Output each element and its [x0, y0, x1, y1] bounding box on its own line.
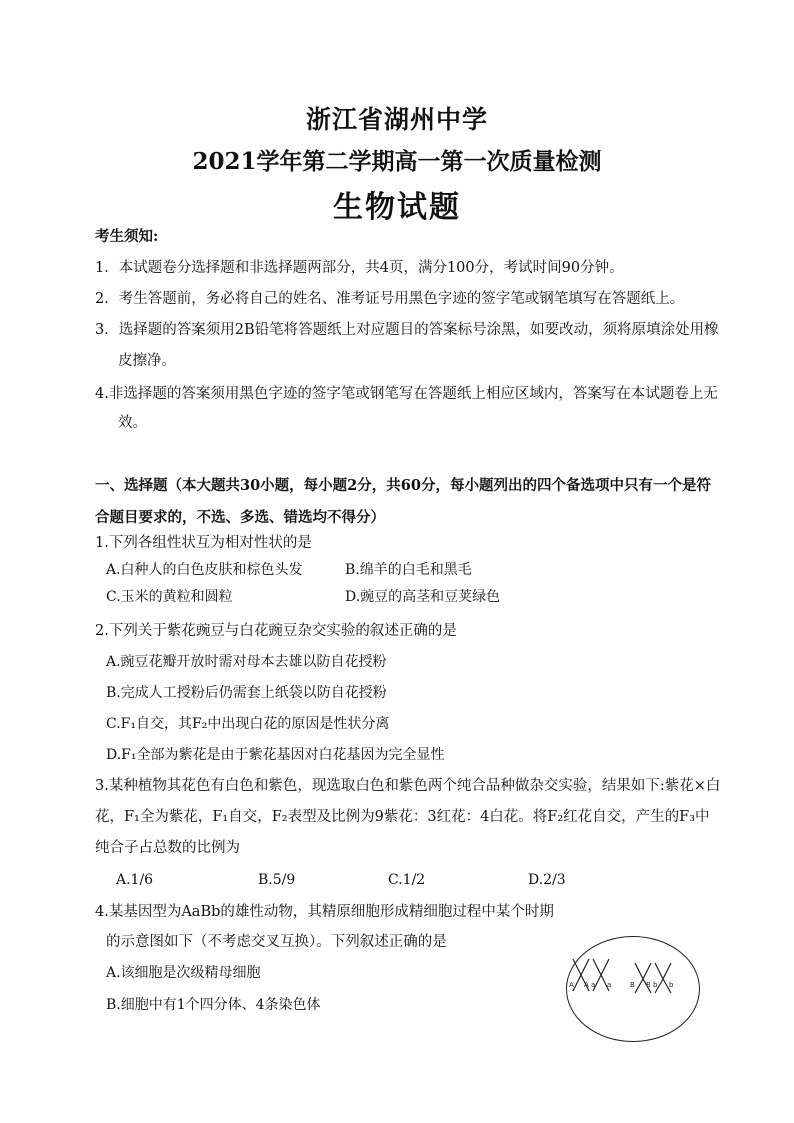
- allele-label-1: A: [569, 981, 574, 989]
- notice-item-3: 3．选择题的答案须用2B铅笔将答题纸上对应题目的答案标号涂黑，如要改动，须将原填涂处用橡: [95, 322, 719, 338]
- allele-label-4: a: [607, 981, 612, 989]
- q3-option-b: B.5/9: [258, 872, 296, 888]
- q3-stem-1: 3.某种植物其花色有白色和紫色，现选取白色和紫色两个纯合品种做杂交实验，结果如下:紫花×白: [95, 778, 721, 794]
- allele-label-8: b: [669, 981, 674, 989]
- q2-option-c: C.F₁自交，其F₂中出现白花的原因是性状分离: [106, 716, 390, 732]
- subject-title: 生物试题: [333, 190, 461, 225]
- q3-option-d: D.2/3: [528, 872, 566, 888]
- allele-label-3: a: [591, 981, 596, 989]
- q1-option-c: C.玉米的黄粒和圆粒: [106, 589, 233, 605]
- q2-option-a: A.豌豆花瓣开放时需对母本去雄以防自花授粉: [106, 654, 387, 670]
- q2-option-d: D.F₁全部为紫花是由于紫花基因对白花基因为完全显性: [106, 747, 445, 763]
- cell-diagram: [566, 936, 700, 1042]
- q1-stem: 1.下列各组性状互为相对性状的是: [95, 535, 312, 551]
- q3-stem-2: 花，F₁全为紫花，F₁自交，F₂表型及比例为9紫花：3红花：4白花。将F₂红花自交，产生的F₃中: [95, 809, 710, 825]
- q4-option-a: A.该细胞是次级精母细胞: [106, 965, 261, 981]
- q1-option-a: A.白种人的白色皮肤和棕色头发: [106, 562, 303, 578]
- allele-label-6: B: [646, 981, 651, 989]
- notice-item-4: 4.非选择题的答案须用黑色字迹的签字笔或钢笔写在答题纸上相应区域内，答案写在本试题卷上无: [95, 386, 718, 402]
- q4-option-b: B.细胞中有1个四分体、4条染色体: [106, 997, 321, 1013]
- notice-item-1: 1．本试题卷分选择题和非选择题两部分，共4页，满分100分，考试时间90分钟。: [95, 260, 624, 276]
- chromosome-figure: [567, 937, 699, 1041]
- q4-stem-2: 的示意图如下（不考虑交叉互换）。下列叙述正确的是: [106, 934, 447, 950]
- allele-label-5: B: [630, 981, 635, 989]
- section-heading-cont: 合题目要求的，不选、多选、错选均不得分）: [95, 509, 385, 526]
- q2-option-b: B.完成人工授粉后仍需套上纸袋以防自花授粉: [106, 685, 387, 701]
- allele-label-2: A: [584, 981, 589, 989]
- notice-item-4-cont: 效。: [118, 415, 147, 431]
- notice-title: 考生须知:: [95, 228, 159, 245]
- notice-item-2: 2．考生答题前，务必将自己的姓名、准考证号用黑色字迹的签字笔或钢笔填写在答题纸上。: [95, 291, 685, 307]
- q1-option-b: B.绵羊的白毛和黑毛: [345, 562, 472, 578]
- section-heading: 一、选择题（本大题共30小题，每小题2分，共60分，每小题列出的四个备选项中只有一个是符: [95, 477, 711, 494]
- notice-item-3-cont: 皮擦净。: [118, 353, 176, 369]
- q4-stem-1: 4.某基因型为AaBb的雄性动物，其精原细胞形成精细胞过程中某个时期: [95, 904, 554, 920]
- q3-option-a: A.1/6: [116, 872, 154, 888]
- exam-title: 2021学年第二学期高一第一次质量检测: [192, 148, 602, 175]
- q2-stem: 2.下列关于紫花豌豆与白花豌豆杂交实验的叙述正确的是: [95, 623, 457, 639]
- q3-stem-3: 纯合子占总数的比例为: [95, 840, 240, 856]
- allele-label-7: b: [653, 981, 658, 989]
- chromosome-1: [573, 959, 581, 991]
- q3-option-c: C.1/2: [388, 872, 426, 888]
- chromosome-5: [635, 963, 643, 993]
- q1-option-d: D.豌豆的高茎和豆荚绿色: [345, 589, 501, 605]
- school-title: 浙江省湖州中学: [305, 105, 488, 134]
